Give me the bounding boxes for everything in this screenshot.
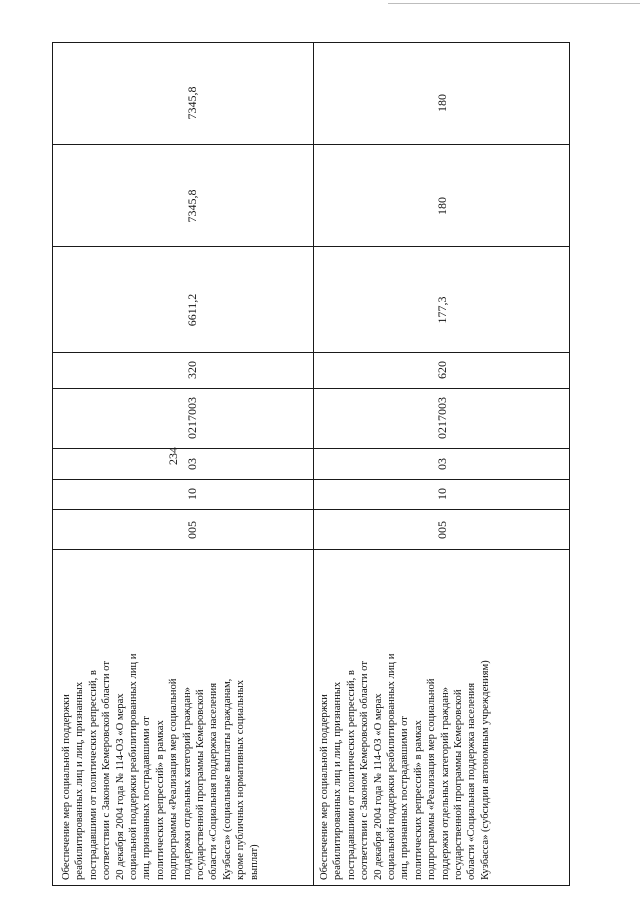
description-line: подпрограммы «Реализация мер социальной — [168, 678, 180, 880]
row-1-ministry: 005 — [185, 521, 199, 539]
row-1-description — [60, 550, 261, 880]
description-line: реабилитированных лиц и лиц, признанных — [74, 681, 86, 880]
row-2-ministry: 005 — [435, 521, 449, 539]
col-separator-section — [52, 509, 570, 510]
col-separator-amount2 — [52, 246, 570, 247]
description-line: соответствии с Законом Кемеровской области от — [359, 661, 371, 880]
row-1-section: 10 — [185, 488, 199, 500]
row-2-amount-3: 180 — [435, 94, 449, 112]
row-separator — [313, 42, 314, 886]
row-2-target-article: 0217003 — [435, 397, 449, 439]
description-line: поддержки отдельных категорий граждан» — [181, 687, 193, 880]
description-line: Обеспечение мер социальной поддержки — [319, 694, 330, 880]
description-line: реабилитированных лиц и лиц, признанных — [332, 681, 344, 880]
description-line: 20 декабря 2004 года № 114-ОЗ «О мерах — [114, 693, 126, 880]
description-line: Кузбасса» (социальные выплаты гражданам, — [221, 678, 233, 880]
description-line: кроме публичных нормативных социальных — [235, 679, 247, 880]
description-line: лиц, признанных пострадавшими от — [141, 716, 153, 880]
col-separator-subsection — [52, 479, 570, 480]
description-line: политических репрессий» в рамках — [154, 720, 166, 880]
row-2-section: 10 — [435, 488, 449, 500]
description-line: подпрограммы «Реализация мер социальной — [426, 678, 438, 880]
description-line: поддержки отдельных категорий граждан» — [439, 687, 451, 880]
description-line: области «Социальная поддержка населения — [208, 682, 220, 880]
row-2-expense-type: 620 — [435, 361, 449, 379]
description-line: лиц, признанных пострадавшими от — [399, 716, 411, 880]
col-separator-target — [52, 448, 570, 449]
row-2-amount-2: 180 — [435, 197, 449, 215]
row-1-amount-3: 7345,8 — [185, 86, 199, 120]
description-line: Кузбасса» (субсидии автономным учреждениям) — [479, 660, 491, 880]
col-separator-expense-type — [52, 388, 570, 389]
row-1-amount-1: 6611,2 — [185, 293, 199, 327]
row-2-amount-1: 177,3 — [435, 296, 449, 324]
col-separator-amount1 — [52, 352, 570, 353]
description-line: соответствии с Законом Кемеровской области от — [101, 661, 113, 880]
description-line: выплат) — [248, 844, 260, 880]
description-line: 20 декабря 2004 года № 114-ОЗ «О мерах — [372, 693, 384, 880]
description-line: государственной программы Кемеровской — [195, 689, 207, 880]
description-line: пострадавшими от политических репрессий, в — [345, 670, 357, 880]
description-line: пострадавшими от политических репрессий, в — [87, 670, 99, 880]
description-line: политических репрессий» в рамках — [412, 720, 424, 880]
page-number: 234 — [166, 447, 180, 465]
row-1-expense-type: 320 — [185, 361, 199, 379]
row-2-subsection: 03 — [435, 458, 449, 470]
col-separator-amount3 — [52, 144, 570, 145]
row-1-subsection: 03 — [185, 458, 199, 470]
row-2-description — [318, 550, 492, 880]
top-rule — [388, 3, 640, 4]
row-1-amount-2: 7345,8 — [185, 189, 199, 223]
description-line: Обеспечение мер социальной поддержки — [61, 694, 72, 880]
row-1-target-article: 0217003 — [185, 397, 199, 439]
description-line: области «Социальная поддержка населения — [466, 682, 478, 880]
description-line: социальной поддержки реабилитированных лиц и — [386, 653, 398, 880]
description-line: социальной поддержки реабилитированных лиц и — [128, 653, 140, 880]
table-border-top — [52, 42, 570, 43]
description-line: государственной программы Кемеровской — [453, 689, 465, 880]
